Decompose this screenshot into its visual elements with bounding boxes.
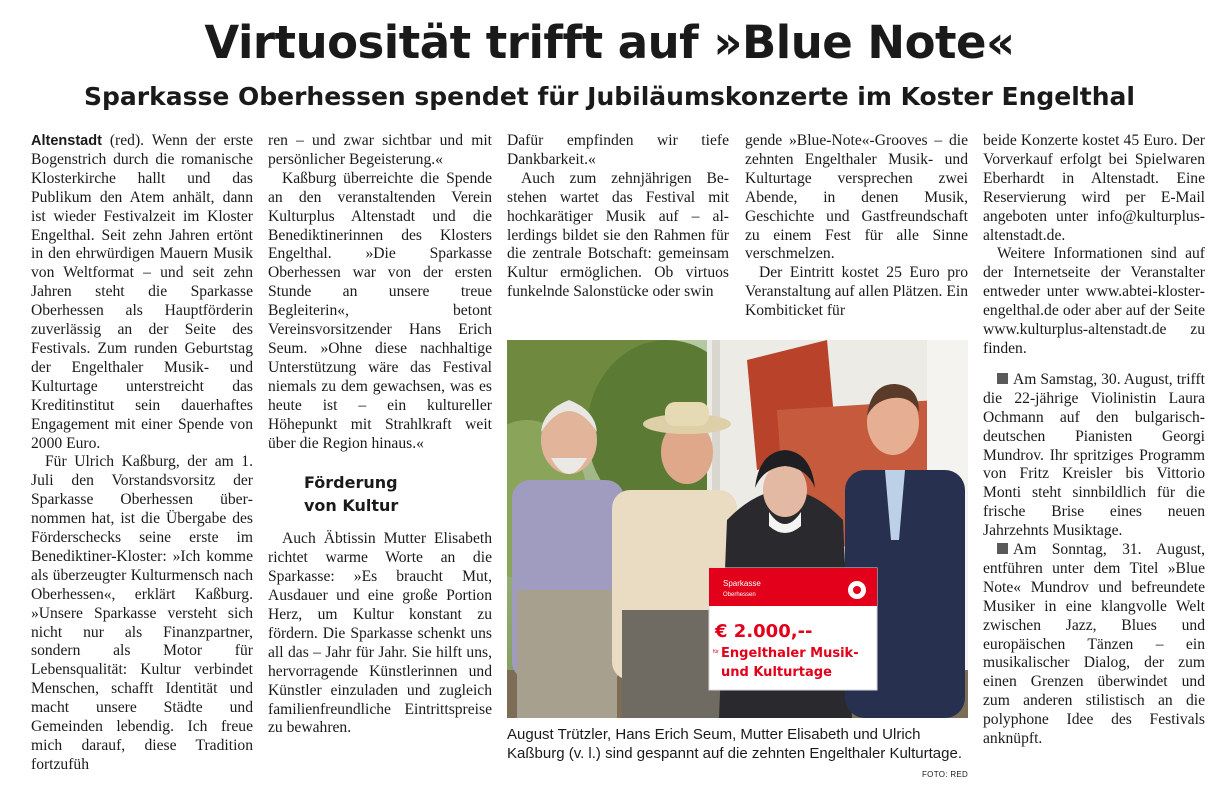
paragraph: Der Eintritt kostet 25 Euro pro Veranstaltung auf allen Plätzen. Ein Kombiticket für bbox=[745, 264, 969, 320]
bullet-square-icon bbox=[997, 373, 1008, 384]
news-photo bbox=[507, 340, 968, 718]
check-purpose-line1: Engelthaler Musik- bbox=[721, 646, 859, 661]
paragraph: Für Ulrich Kaßburg, der am 1. Juli den Vorstandsvorsitz der Sparkasse Oberhessen übernommen hat, ist die Übergabe des Förderschecks seine erste im Benediktiner-Kloster: »Ich komme als überzeugter Kulturmensch nach Oberhessen«, erklärt Kaßburg. »Unsere Sparkasse versteht sich nicht nur als Finanzpartner, sondern als Motor für Lebensqualität: Kultur verbindet Menschen, schafft Identität und macht unsere Städte und Gemeinden lebendig. Ich freue mich darauf, diese Tradition fortzufüh bbox=[31, 453, 253, 773]
paragraph: gende »Blue-Note«-Grooves – die zehnten Engelthaler Musik- und Kulturtage versprechen zwei Abende, in denen Musik, Geschichte und Gastfreundschaft zu einem Fest für alle Sinne verschmelzen. bbox=[745, 132, 968, 263]
dateline: Altenstadt bbox=[31, 133, 102, 149]
paragraph: ren – und zwar sichtbar und mit persönlicher Begeisterung.« bbox=[268, 132, 492, 168]
column-5 bbox=[983, 132, 1205, 749]
column-2 bbox=[268, 132, 492, 738]
paragraph: Am Sonntag, 31. August, entführen unter dem Titel »Blue Note« Mundrov und befreundete Musiker in eine klangvolle Welt zwischen Jazz, Blues und europäischen Tänzen – ein musikalischer Dialog, der zum einen Grenzen überwindet und zum anderen stilistisch an die polyphone Idee des Festivals anknüpft. bbox=[983, 541, 1205, 748]
paragraph: Dafür empfinden wir tiefe Dankbarkeit.« bbox=[507, 132, 729, 168]
subheadline: Sparkasse Oberhessen spendet für Jubiläumskonzerte im Koster Engelthal bbox=[83, 82, 1135, 111]
paragraph: Weitere Informationen sind auf der Internetseite der Veranstalter entweder unter www.abtei-kloster-engelthal.de oder aber auf der Seite www.kulturplus-altenstadt.de zu finden. bbox=[983, 245, 1205, 357]
column-3 bbox=[507, 132, 729, 302]
check-amount: € 2.000,-- bbox=[715, 621, 813, 642]
paragraph: Auch Äbtissin Mutter Elisabeth richtet warme Worte an die Sparkasse: »Es braucht Mut, Ausdauer und eine große Portion Herz, um Kultur konstant zu fördern. Die Sparkasse schenkt uns all das – Jahr für Jahr. Sie hilft uns, hervorragende Künstlerinnen und Künstler einzuladen und zugleich familienfreundliche Eintrittspreise zu bewahren. bbox=[268, 530, 492, 737]
bullet-square-icon bbox=[997, 543, 1008, 554]
check-brand-sub: Oberhessen bbox=[723, 592, 756, 598]
paragraph: Am Samstag, 30. August, trifft die 22-jährige Violinistin Laura Ochmann auf den bulgarisch-deutschen Pianisten Georgi Mundrov. Ihr spritziges Programm von Fritz Kreisler bis Vittorio Monti steht sinnbildlich für die frische Brise eines neuen Jahrzehnts Musiktage. bbox=[983, 370, 1205, 540]
check-for-label: für bbox=[713, 649, 719, 655]
paragraph: Kaßburg überreichte die Spende an den veranstaltenden Verein Kulturplus Altenstadt und die Benediktinerinnen des Klosters Engelthal. »Die Sparkasse Oberhessen war von der ersten Stunde an unsere treue Begleiterin«, betont Vereinsvorsitzender Hans Erich Seum. »Ohne diese nachhaltige Unterstützung wäre das Festival niemals zu dem gewachsen, was es heute ist – ein kultureller Höhepunkt mit Strahlkraft weit über die Region hinaus.« bbox=[268, 169, 492, 452]
headline: Virtuosität trifft auf »Blue Note« bbox=[204, 16, 1015, 69]
check-brand: Sparkasse bbox=[723, 579, 761, 588]
photo-caption: August Trützler, Hans Erich Seum, Mutter Elisabeth und Ulrich Kaßburg (v. l.) sind gespannt auf die zehnten Engelthaler Kulturtage. bbox=[507, 726, 963, 762]
section-heading: Förderung von Kultur bbox=[304, 473, 399, 516]
donation-check bbox=[709, 568, 877, 690]
column-1 bbox=[31, 132, 253, 775]
photo-credit: FOTO: RED bbox=[922, 770, 969, 779]
paragraph: beide Konzerte kostet 45 Euro. Der Vorverkauf erfolgt bei Spielwaren Eberhardt in Altenstadt. Eine Reservierung wird per E-Mail angeboten unter info@kulturplus-altenstadt.de. bbox=[983, 132, 1205, 244]
column-4 bbox=[745, 132, 968, 321]
check-purpose-line2: und Kulturtage bbox=[721, 665, 832, 680]
paragraph: Auch zum zehnjährigen Bestehen wartet das Festival mit hochkarätiger Musik auf – allerdings bildet sie den Rahmen für die zentrale Botschaft: gemeinsam Kultur ermöglichen. Ob virtuos funkelnde Salonstücke oder swin bbox=[507, 169, 729, 301]
paragraph: Altenstadt (red). Wenn der erste Bogenstrich durch die romanische Klosterkirche hallt und das Publikum den Atem anhält, dann ist wieder Festivalzeit im Kloster Engelthal. Seit zehn Jahren ertönt in den ehrwürdigen Mauern Musik von Weltformat – und seit zehn Jahren steht die Sparkasse Oberhessen als Hauptförderin zuverlässig an der Seite des Festivals. Zum runden Geburtstag der Engelthaler Musik- und Kulturtage unterstreicht das Kreditinstitut sein dauerhaftes Engagement mit einer Spende von 2000 Euro. bbox=[31, 132, 253, 452]
